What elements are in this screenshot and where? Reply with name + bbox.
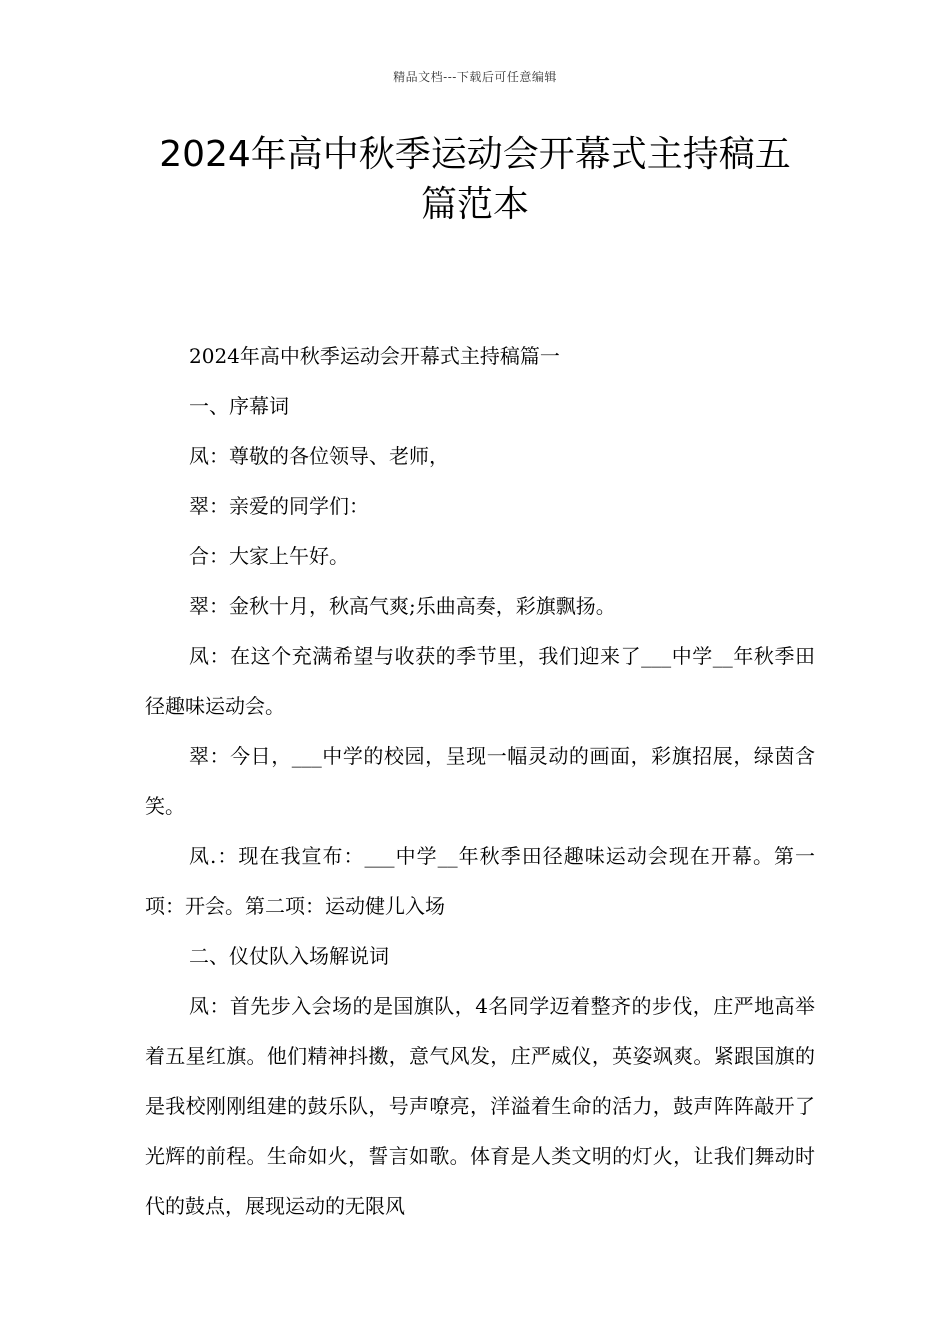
paragraph: 凤：尊敬的各位领导、老师， — [189, 444, 449, 468]
subheading-honor-guard: 二、仪仗队入场解说词 — [189, 944, 389, 968]
title-line-1: 2024年高中秋季运动会开幕式主持稿五 — [159, 134, 791, 175]
title-line-2: 篇范本 — [420, 184, 529, 225]
section-heading-part-one: 2024年高中秋季运动会开幕式主持稿篇一 — [189, 344, 560, 368]
paragraph: 合：大家上午好。 — [189, 544, 349, 568]
paragraph: 翠：亲爱的同学们： — [189, 494, 369, 518]
subheading-prologue: 一、序幕词 — [189, 394, 289, 418]
header-note: 精品文档---下载后可任意编辑 — [393, 70, 557, 84]
paragraph: 凤：首先步入会场的是国旗队，4名同学迈着整齐的步伐，庄严地高举着五星红旗。他们精神抖擞，意气风发，庄严威仪，英姿飒爽。紧跟国旗的是我校刚刚组建的鼓乐队，号声嘹亮，洋溢着生命的活力，鼓声阵阵敲开了光辉的前程。生命如火，誓言如歌。体育是人类文明的灯火，让我们舞动时代的鼓点，展现运动的无限风 — [145, 994, 815, 1218]
paragraph: 凤.：现在我宣布：___中学__年秋季田径趣味运动会现在开幕。第一项：开会。第二项：运动健儿入场 — [145, 844, 815, 918]
paragraph: 凤：在这个充满希望与收获的季节里，我们迎来了___中学__年秋季田径趣味运动会。 — [145, 644, 815, 718]
paragraph: 翠：金秋十月，秋高气爽;乐曲高奏，彩旗飘扬。 — [189, 594, 616, 618]
document-body — [145, 331, 815, 1231]
document-title — [100, 130, 850, 230]
paragraph: 翠：今日，___中学的校园，呈现一幅灵动的画面，彩旗招展，绿茵含笑。 — [145, 744, 815, 818]
